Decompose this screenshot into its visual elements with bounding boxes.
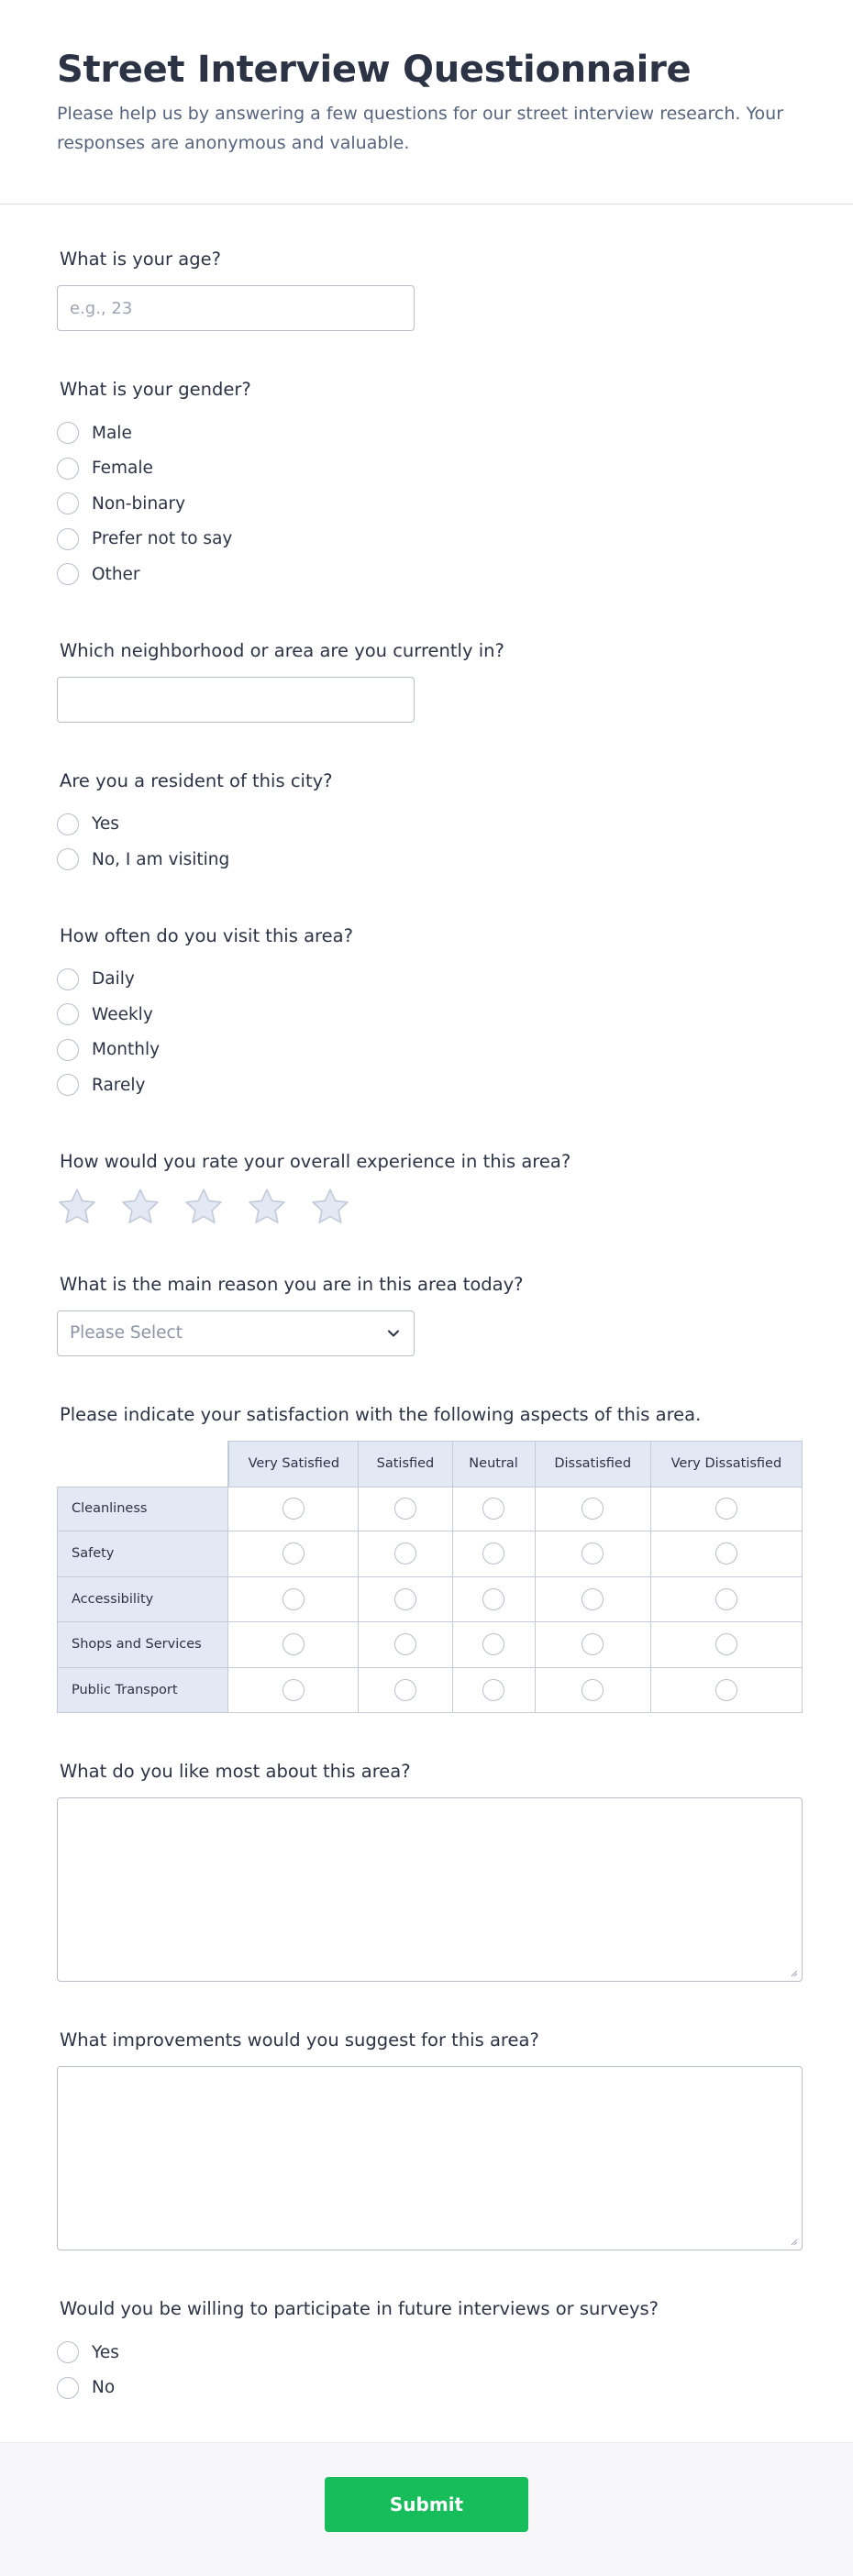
radio-button[interactable] [57,1074,79,1096]
matrix-cell [228,1487,359,1532]
matrix-cell [453,1487,536,1532]
question-like [57,1759,796,1982]
star-icon[interactable] [310,1188,350,1226]
radio-button[interactable] [482,1679,504,1701]
matrix-cell [651,1577,803,1623]
gender-option-male[interactable] [57,415,796,451]
page-title: Street Interview Questionnaire [57,49,692,91]
radio-button[interactable] [282,1542,305,1564]
radio-button[interactable] [57,1003,79,1025]
radio-button[interactable] [57,848,79,870]
matrix-cell [228,1668,359,1714]
matrix-cell [359,1668,452,1714]
matrix-cell [359,1622,452,1668]
radio-button[interactable] [57,2341,79,2363]
option-label: Non-binary [92,493,186,514]
radio-button[interactable] [582,1633,604,1655]
neighborhood-input[interactable] [57,677,415,723]
frequency-option-monthly[interactable] [57,1033,796,1068]
radio-button[interactable] [482,1542,504,1564]
matrix-cell [651,1487,803,1532]
radio-button[interactable] [57,458,79,480]
question-satisfaction [57,1402,796,1714]
question-gender [57,377,796,592]
future-options [57,2335,796,2405]
matrix-row-label: Cleanliness [57,1487,228,1532]
resident-options [57,807,796,878]
matrix-cell [536,1668,651,1714]
star-icon[interactable] [120,1188,161,1226]
matrix-row-shops [57,1622,803,1668]
option-label: Yes [92,814,119,835]
question-rating [57,1149,796,1226]
question-label: What improvements would you suggest for this area? [60,2029,539,2051]
radio-button[interactable] [582,1679,604,1701]
option-label: Weekly [92,1004,153,1024]
matrix-row-label: Shops and Services [57,1622,228,1668]
form-footer [0,2442,853,2576]
question-reason [57,1272,796,1356]
radio-button[interactable] [582,1588,604,1610]
radio-button[interactable] [482,1633,504,1655]
gender-option-prefer-not[interactable] [57,522,796,558]
star-icon[interactable] [57,1188,97,1226]
radio-button[interactable] [282,1498,305,1520]
question-improve [57,2028,796,2250]
question-label: What is the main reason you are in this area today? [60,1273,524,1295]
matrix-cell [228,1622,359,1668]
matrix-row-safety [57,1531,803,1577]
matrix-column-header: Dissatisfied [536,1441,651,1487]
matrix-cell [453,1668,536,1714]
radio-button[interactable] [57,968,79,990]
matrix-cell [453,1622,536,1668]
radio-button[interactable] [394,1633,416,1655]
radio-button[interactable] [57,492,79,514]
matrix-header-row [57,1441,803,1487]
future-option-no[interactable] [57,2371,796,2406]
frequency-option-weekly[interactable] [57,997,796,1033]
matrix-cell [228,1577,359,1623]
question-label: How often do you visit this area? [60,924,353,946]
option-label: Female [92,459,153,479]
option-label: Male [92,423,132,443]
matrix-corner [57,1441,228,1487]
radio-button[interactable] [715,1588,737,1610]
question-label: What is your age? [60,249,221,270]
radio-button[interactable] [715,1542,737,1564]
matrix-row-transport [57,1668,803,1714]
radio-button[interactable] [394,1542,416,1564]
question-label: Would you be willing to participate in future interviews or surveys? [60,2298,659,2319]
matrix-column-header: Neutral [453,1441,536,1487]
matrix-column-header: Satisfied [359,1441,452,1487]
radio-button[interactable] [57,813,79,835]
radio-button[interactable] [282,1588,305,1610]
question-resident [57,768,796,878]
question-label: Are you a resident of this city? [60,769,333,791]
frequency-option-daily[interactable] [57,962,796,998]
matrix-row-label: Public Transport [57,1668,228,1714]
matrix-cell [536,1531,651,1577]
matrix-cell [359,1577,452,1623]
age-input[interactable] [57,285,415,331]
question-label: What is your gender? [60,379,251,400]
radio-button[interactable] [394,1498,416,1520]
radio-button[interactable] [582,1542,604,1564]
matrix-cell [651,1622,803,1668]
matrix-cell [536,1622,651,1668]
reason-select[interactable] [57,1310,415,1356]
option-label: Prefer not to say [92,529,233,549]
matrix-row-label: Safety [57,1531,228,1577]
like-textarea[interactable] [57,1797,803,1982]
radio-button[interactable] [57,422,79,444]
option-label: No [92,2378,116,2398]
resize-grip-icon[interactable] [789,2237,798,2246]
radio-button[interactable] [57,528,79,550]
question-age [57,247,796,331]
page-subtitle: Please help us by answering a few questions for our street interview research. Your responses are anonymous and valuable. [57,104,784,153]
radio-button[interactable] [394,1679,416,1701]
chevron-down-icon [386,1328,401,1339]
radio-button[interactable] [715,1633,737,1655]
matrix-cell [359,1487,452,1532]
question-label: How would you rate your overall experience in this area? [60,1150,571,1172]
radio-button[interactable] [394,1588,416,1610]
star-icon[interactable] [183,1188,224,1226]
submit-button[interactable]: Submit [325,2477,528,2532]
option-label: Monthly [92,1040,161,1060]
question-frequency [57,923,796,1103]
star-rating [57,1188,796,1226]
matrix-cell [453,1577,536,1623]
matrix-cell [359,1531,452,1577]
question-label: What do you like most about this area? [60,1761,411,1782]
matrix-cell [453,1531,536,1577]
question-future [57,2296,796,2405]
gender-option-non-binary[interactable] [57,486,796,522]
improve-textarea[interactable] [57,2066,803,2250]
radio-button[interactable] [582,1498,604,1520]
gender-options [57,415,796,592]
resident-option-yes[interactable] [57,807,796,843]
matrix-column-header: Very Satisfied [228,1441,359,1487]
matrix-cell [536,1487,651,1532]
matrix-row-label: Accessibility [57,1577,228,1623]
resident-option-no[interactable] [57,842,796,878]
matrix-cell [651,1531,803,1577]
frequency-options [57,962,796,1103]
radio-button[interactable] [282,1633,305,1655]
resize-grip-icon[interactable] [789,1968,798,1977]
form-header [0,0,853,205]
question-label: Please indicate your satisfaction with the following aspects of this area. [60,1403,702,1425]
radio-button[interactable] [482,1498,504,1520]
radio-button[interactable] [57,2377,79,2399]
option-label: No, I am visiting [92,849,230,869]
radio-button[interactable] [57,1039,79,1061]
select-value: Please Select [70,1323,183,1343]
questionnaire-form [0,205,853,2405]
gender-option-female[interactable] [57,451,796,487]
option-label: Rarely [92,1075,146,1095]
matrix-cell [651,1668,803,1714]
option-label: Daily [92,969,135,989]
question-label: Which neighborhood or area are you currently in? [60,639,504,661]
matrix-cell [228,1531,359,1577]
radio-button[interactable] [482,1588,504,1610]
radio-button[interactable] [57,563,79,585]
question-neighborhood [57,638,796,723]
satisfaction-matrix [57,1441,803,1714]
option-label: Yes [92,2342,119,2362]
radio-button[interactable] [715,1498,737,1520]
matrix-cell [536,1577,651,1623]
radio-button[interactable] [282,1679,305,1701]
frequency-option-rarely[interactable] [57,1067,796,1103]
radio-button[interactable] [715,1679,737,1701]
matrix-row-cleanliness [57,1487,803,1532]
future-option-yes[interactable] [57,2335,796,2371]
matrix-row-accessibility [57,1577,803,1623]
matrix-column-header: Very Dissatisfied [651,1441,803,1487]
star-icon[interactable] [247,1188,287,1226]
option-label: Other [92,564,140,584]
gender-option-other[interactable] [57,557,796,592]
